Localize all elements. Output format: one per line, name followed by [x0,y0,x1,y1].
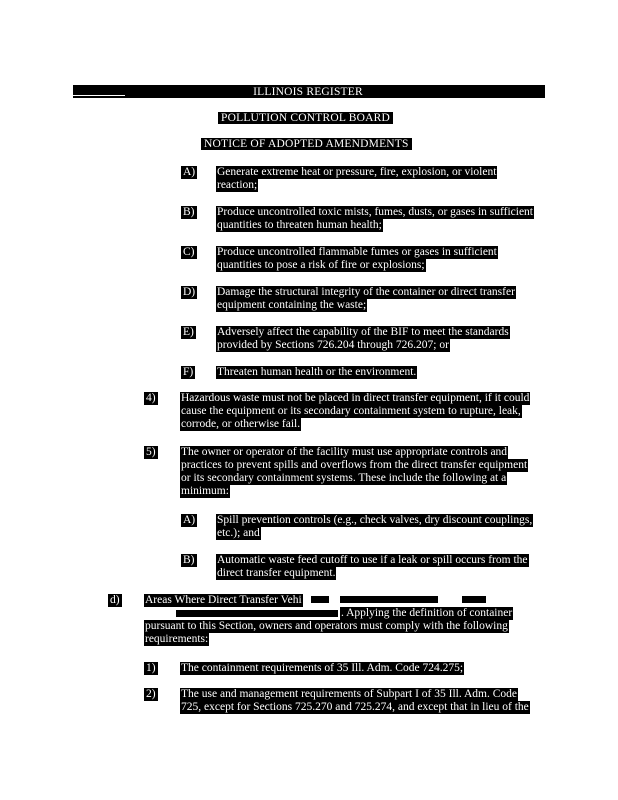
item-line: quantities to threaten human health; [217,219,382,231]
item-line: or its secondary containment systems. These include the following at a [181,472,507,484]
item-text [216,206,534,232]
item-line: . Applying the definition of container [341,607,513,619]
item-label: 4) [146,392,156,404]
item-label: B) [183,554,195,566]
item-text [216,286,516,312]
item-text [216,554,529,580]
register-title: ILLINOIS REGISTER [253,86,363,98]
item-line: Spill prevention controls (e.g., check valves, dry discount couplings, [217,514,533,526]
redaction-mark [340,596,438,603]
item-line: The owner or operator of the facility must use appropriate controls and [181,446,508,458]
item-line: quantities to pose a risk of fire or explosions; [217,259,425,271]
item-line: equipment containing the waste; [217,299,367,311]
item-text [216,366,417,379]
item-line: pursuant to this Section, owners and operators must comply with the following [145,620,508,632]
item-line: Damage the structural integrity of the container or direct transfer [217,286,515,298]
item-line: Automatic waste feed cutoff to use if a leak or spill occurs from the [217,554,528,566]
item-text [180,662,464,675]
item-label: B) [183,206,195,218]
item-line: corrode, or otherwise fail. [181,418,301,430]
item-line: The use and management requirements of Subpart I of 35 Ill. Adm. Code [181,688,517,700]
item-line: minimum: [181,485,229,497]
item-line: direct transfer equipment. [217,567,336,579]
item-label: A) [183,514,196,526]
item-line: practices to prevent spills and overflows from the direct transfer equipment [181,459,528,471]
item-line: Produce uncontrolled flammable fumes or gases in sufficient [217,246,497,258]
redaction-mark [176,610,338,617]
item-text [216,326,510,352]
item-label: A) [183,166,196,178]
item-text [180,446,528,498]
item-line: Threaten human health or the environment. [217,366,417,378]
item-text [216,246,498,272]
item-line: provided by Sections 726.204 through 726.207; or [217,339,449,351]
notice-title: NOTICE OF ADOPTED AMENDMENTS [201,138,412,150]
item-label: D) [183,286,196,298]
redaction-mark [462,596,486,603]
item-line: Areas Where Direct Transfer Vehi [145,594,302,606]
item-label: C) [183,246,195,258]
item-line: cause the equipment or its secondary containment system to rupture, leak, [181,405,521,417]
item-text [216,166,497,192]
item-label: F) [183,366,194,378]
item-text [180,392,530,431]
item-line: Produce uncontrolled toxic mists, fumes, dusts, or gases in sufficient [217,206,533,218]
item-line: Hazardous waste must not be placed in direct transfer equipment, if it could [181,392,530,404]
item-label: 1) [146,662,156,674]
item-line: etc.); and [217,527,260,539]
item-label: d) [110,594,120,606]
item-line: 725, except for Sections 725.270 and 725.274, and except that in lieu of the [181,701,529,713]
item-line: Adversely affect the capability of the BIF to meet the standards [217,326,509,338]
item-label: 2) [146,688,156,700]
item-label: 5) [146,446,156,458]
item-text [180,688,530,714]
redaction-mark [311,596,329,603]
item-label: E) [183,326,194,338]
item-line: reaction; [217,179,258,191]
item-line: requirements: [145,633,209,645]
board-title: POLLUTION CONTROL BOARD [218,112,393,124]
item-line: Generate extreme heat or pressure, fire, explosion, or violent [217,166,497,178]
item-text [216,514,533,540]
item-line: The containment requirements of 35 Ill. Adm. Code 724.275; [181,662,464,674]
